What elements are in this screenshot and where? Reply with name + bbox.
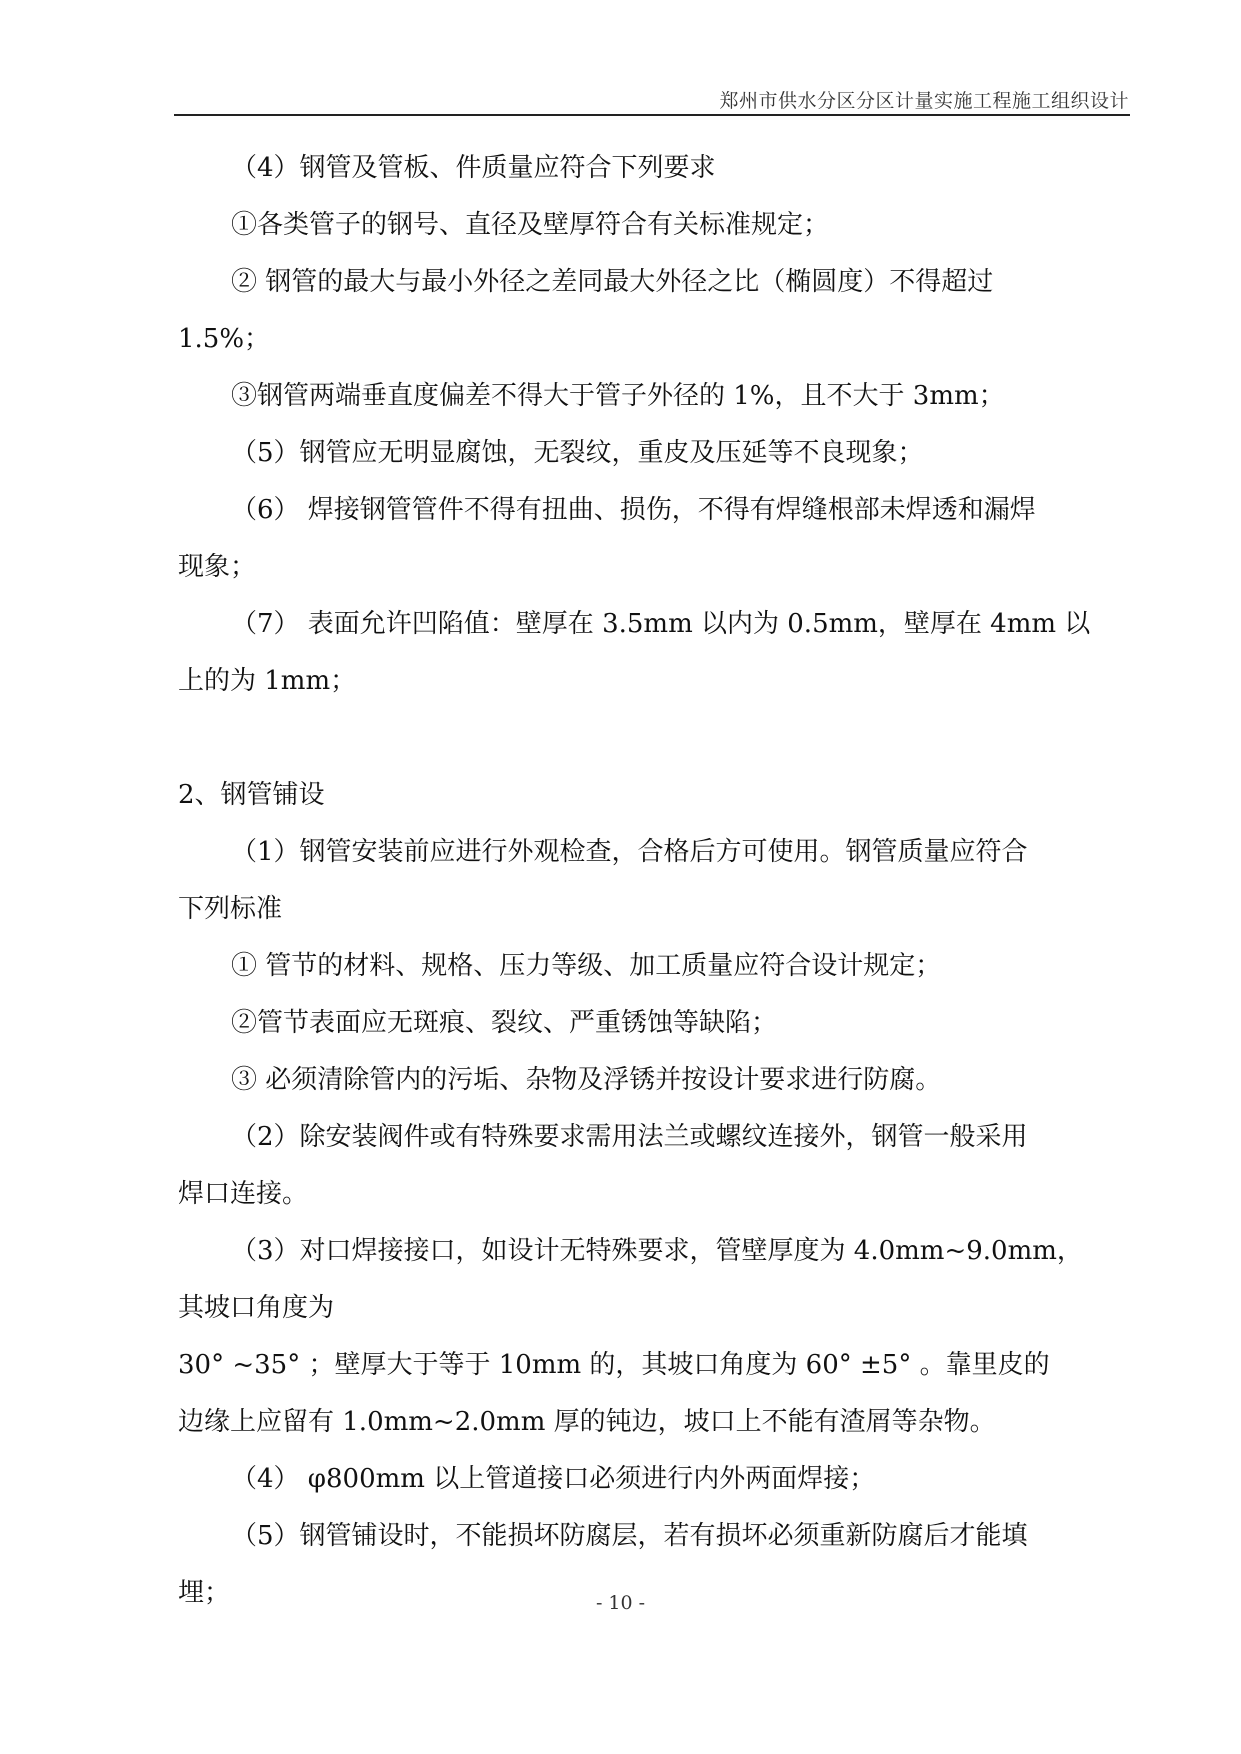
paragraph-line: ③ 必须清除管内的污垢、杂物及浮锈并按设计要求进行防腐。 xyxy=(231,1065,942,1095)
document-body xyxy=(178,140,1128,1622)
paragraph-line: ① 管节的材料、规格、压力等级、加工质量应符合设计规定； xyxy=(231,951,942,981)
paragraph-line: 边缘上应留有 1.0mm~2.0mm 厚的钝边，坡口上不能有渣屑等杂物。 xyxy=(178,1407,996,1437)
paragraph-line: 现象； xyxy=(178,552,257,582)
paragraph-line: ③钢管两端垂直度偏差不得大于管子外径的 1%，且不大于 3mm； xyxy=(231,381,1005,411)
header-divider xyxy=(174,114,1130,116)
paragraph-line: （3）对口焊接接口，如设计无特殊要求，管壁厚度为 4.0mm~9.0mm， xyxy=(231,1236,1083,1266)
paragraph-line: （5）钢管应无明显腐蚀，无裂纹，重皮及压延等不良现象； xyxy=(231,438,924,468)
paragraph-line: （5）钢管铺设时，不能损坏防腐层，若有损坏必须重新防腐后才能填 xyxy=(231,1521,1028,1551)
paragraph-line: （4）钢管及管板、件质量应符合下列要求 xyxy=(231,153,716,183)
paragraph-line: ②管节表面应无斑痕、裂纹、严重锈蚀等缺陷； xyxy=(231,1008,778,1038)
paragraph-line: 其坡口角度为 xyxy=(178,1293,335,1323)
paragraph-line: 30° ~35° ；壁厚大于等于 10mm 的，其坡口角度为 60° ±5° 。靠里皮的 xyxy=(178,1350,1050,1380)
paragraph-line: 上的为 1mm； xyxy=(178,666,357,696)
paragraph-line: （7） 表面允许凹陷值：壁厚在 3.5mm 以内为 0.5mm，壁厚在 4mm 以 xyxy=(231,609,1091,639)
section-spacer xyxy=(178,710,1128,767)
paragraph-line: 焊口连接。 xyxy=(178,1179,309,1209)
paragraph-line: 埋； xyxy=(178,1578,231,1608)
paragraph-line: 下列标准 xyxy=(178,894,283,924)
paragraph-line: （4） φ800mm 以上管道接口必须进行内外两面焊接； xyxy=(231,1464,876,1494)
document-header-title: 郑州市供水分区分区计量实施工程施工组织设计 xyxy=(719,90,1129,112)
paragraph-line: （2）除安装阀件或有特殊要求需用法兰或螺纹连接外，钢管一般采用 xyxy=(231,1122,1028,1152)
paragraph-line: ①各类管子的钢号、直径及壁厚符合有关标准规定； xyxy=(231,210,830,240)
paragraph-line: （1）钢管安装前应进行外观检查，合格后方可使用。钢管质量应符合 xyxy=(231,837,1028,867)
paragraph-line: （6） 焊接钢管管件不得有扭曲、损伤，不得有焊缝根部未焊透和漏焊 xyxy=(231,495,1036,525)
paragraph-line: 1.5%； xyxy=(178,324,271,354)
page-number: - 10 - xyxy=(595,1592,646,1614)
section-heading: 2、钢管铺设 xyxy=(178,780,325,810)
paragraph-line: ② 钢管的最大与最小外径之差同最大外径之比（椭圆度）不得超过 xyxy=(231,267,994,297)
